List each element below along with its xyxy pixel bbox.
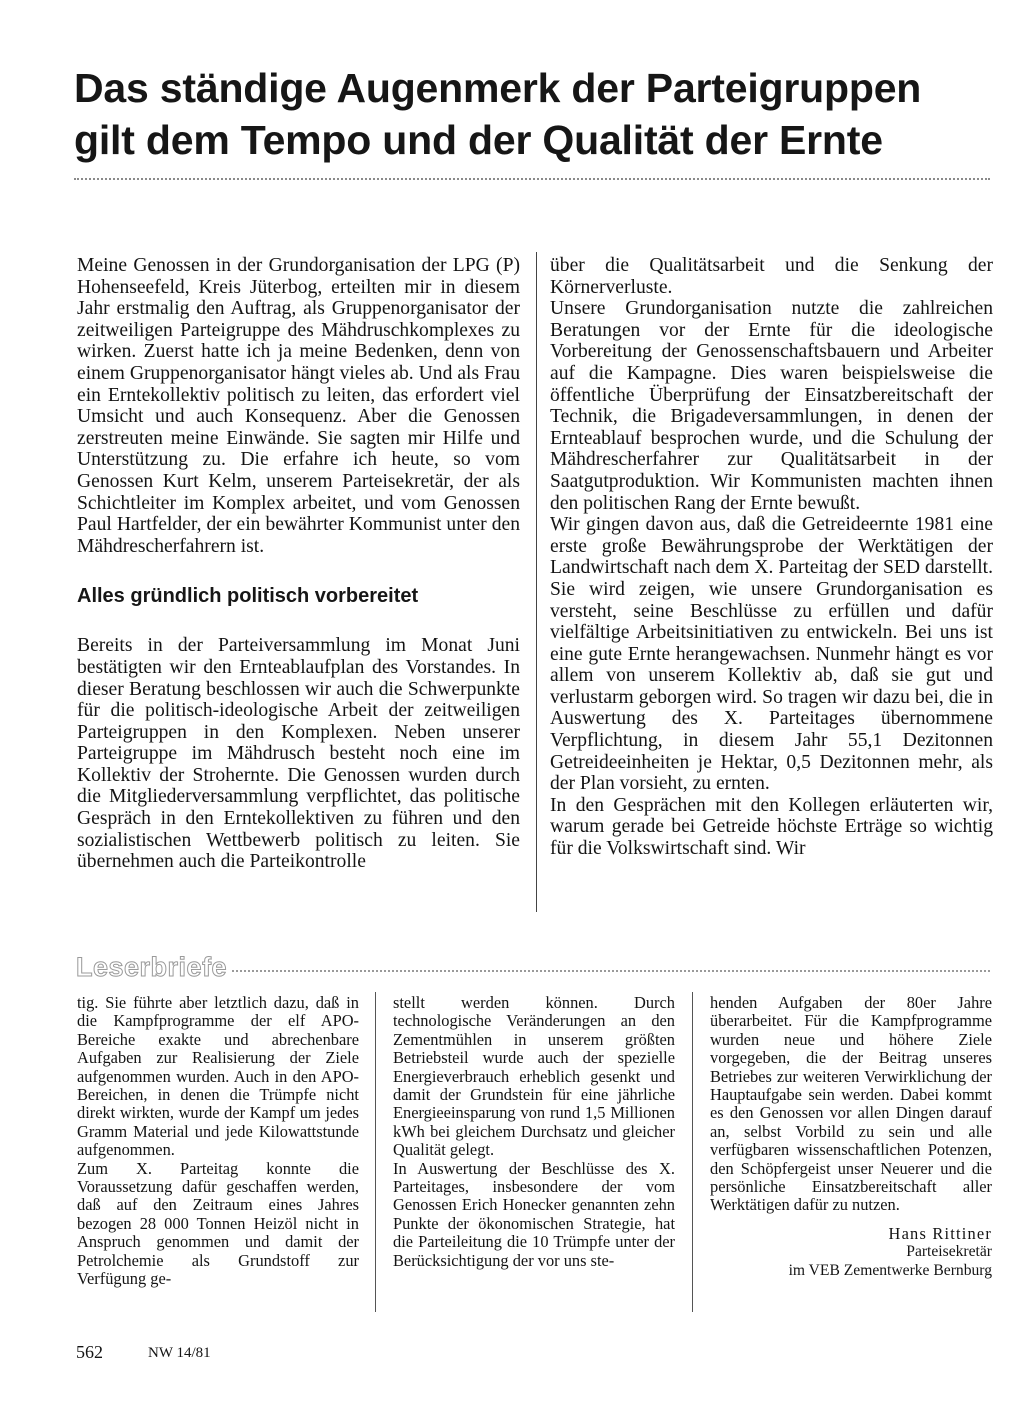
letter-column-1 <box>77 994 359 1289</box>
section-label-leserbriefe: Leserbriefe <box>76 952 228 982</box>
issue-label: NW 14/81 <box>148 1345 211 1361</box>
article-paragraph: Meine Genossen in der Grundorganisation der LPG (P) Hohenseefeld, Kreis Jüterbog, erteilten mir in diesem Jahr erstmalig den Auftrag, als Gruppenorganisator der zeitweiligen Parteigruppe des Mähdruschkomplexes zu wirken. Zuerst hatte ich ja meine Bedenken, denn von einem Gruppenorganisator hängt vieles ab. Und als Frau ein Erntekollektiv politisch zu leiten, das erfordert viel Umsicht und auch Konsequenz. Aber die Genossen zerstreuten meine Einwände. Sie sagten mir Hilfe und Unterstützung zu. Die erfahre ich heute, so vom Genossen Kurt Kelm, unserem Parteisekretär, der als Schichtleiter im Komplex arbeitet, und vom Genossen Paul Hartfelder, der ein bewährter Kommunist unter den Mähdrescherfahrern ist. <box>77 255 520 557</box>
signature-name: Hans Rittiner <box>888 1223 992 1243</box>
letter-column-divider <box>375 992 376 1312</box>
letter-paragraph: Zum X. Parteitag konnte die Voraussetzung dafür geschaffen werden, daß auf den Zeitraum eines Jahres bezogen 28 000 Tonnen Heizöl nicht in Anspruch genommen und damit der Petrolchemie als Grundstoff zur Verfügung ge- <box>77 1158 359 1289</box>
signature-role: Parteisekretär <box>906 1243 992 1261</box>
article-paragraph: In den Gesprächen mit den Kollegen erläuterten wir, warum gerade bei Getreide höchste Erträge so wichtig für die Volkswirtschaft sind. Wir <box>550 794 993 860</box>
column-divider <box>536 252 537 912</box>
letter-paragraph: tig. Sie führte aber letztlich dazu, daß in die Kampfprogramme der elf APO-Bereiche exakte und abrechenbare Aufgaben zur Realisierung der Ziele aufgenommen wurden. Auch in den APO-Bereichen, in denen die Trümpfe nicht direkt wirkten, wurde der Kampf um jedes Gramm Material und jede Kilowattstunde aufgenommen. <box>77 993 359 1160</box>
article-paragraph: über die Qualitätsarbeit und die Senkung der Körnerverluste. <box>550 255 993 298</box>
article-column-right <box>550 255 993 860</box>
headline <box>74 62 1004 166</box>
letter-column-3 <box>710 994 992 1280</box>
headline-divider <box>74 178 990 180</box>
article-paragraph: Wir gingen davon aus, daß die Getreideernte 1981 eine erste große Bewährungsprobe der Werktätigen der Landwirtschaft nach dem X. Parteitag der SED darstellt. Sie wird zeigen, wie unsere Grundorganisation es versteht, seine Beschlüsse zu erfüllen und dafür vielfältige Arbeitsinitiativen zu entwickeln. Bei uns ist eine gute Ernte herangewachsen. Nunmehr hängt es vor allem von unserem Kollektiv ab, daß sie gut und verlustarm geborgen wird. So tragen wir dazu bei, die in Auswertung des X. Parteitages übernommene Verpflichtung, in diesem Jahr 55,1 Dezitonnen Getreideeinheiten je Hektar, 0,5 Dezitonnen mehr, als der Plan vorsieht, zu ernten. <box>550 514 993 795</box>
letter-paragraph: stellt werden können. Durch technologische Veränderungen an den Zementmühlen in unserem größten Betriebsteil wurde auch der spezielle Energieverbrauch erheblich gesenkt und damit der Grundstein für eine jährliche Energieeinsparung von rund 1,5 Millionen kWh bei gleichem Durchsatz und gleicher Qualität gelegt. <box>393 993 675 1160</box>
article-paragraph: Unsere Grundorganisation nutzte die zahlreichen Beratungen vor der Ernte für die ideologische Vorbereitung der Genossenschaftsbauern und Arbeiter auf die Kampagne. Dies waren beispielsweise die öffentliche Überprüfung der Einsatzbereitschaft der Technik, die Brigadeversammlungen, in denen der Ernteablauf besprochen wurde, und die Schulung der Mähdrescherfahrer zur Qualitätsarbeit in der Saatgutproduktion. Wir Kommunisten machten ihnen den politischen Rang der Ernte bewußt. <box>550 298 993 514</box>
article-paragraph: Bereits in der Parteiversammlung im Monat Juni bestätigten wir den Ernteablaufplan des Vorstandes. In dieser Beratung beschlossen wir auch die Schwerpunkte für die politisch-ideologische Arbeit der zeitweiligen Parteigruppen in den Komplexen. Neben unserer Parteigruppe im Mähdrusch besteht noch eine im Kollektiv der Strohernte. Die Genossen wurden durch die Mitgliederversammlung verpflichtet, das politische Gespräch in den Erntekollektiven zu führen und den sozialistischen Wettbewerb politisch zu leiten. Sie übernehmen auch die Parteikontrolle <box>77 635 520 873</box>
headline-line-2: gilt dem Tempo und der Qualität der Ernte <box>74 117 883 163</box>
letter-column-divider <box>692 992 693 1312</box>
letter-column-2 <box>393 994 675 1270</box>
article-subheading: Alles gründlich politisch vorbereitet <box>77 585 419 608</box>
page-number: 562 <box>76 1342 103 1362</box>
letter-paragraph: In Auswertung der Beschlüsse des X. Parteitages, insbesondere der vom Genossen Erich Honecker genannten zehn Punkte der ökonomischen Strategie, hat die Parteileitung die 10 Trümpfe unter der Berücksichtigung der vor uns ste- <box>393 1158 675 1270</box>
signature-organization: im VEB Zementwerke Bernburg <box>788 1261 992 1279</box>
section-divider <box>232 970 990 972</box>
letter-paragraph: henden Aufgaben der 80er Jahre überarbeitet. Für die Kampfprogramme wurden neue und höhere Ziele vorgegeben, die der Beitrag unseres Betriebes zur weiteren Verwirklichung der Hauptaufgabe sein werden. Dabei kommt es den Genossen vor allen Dingen darauf an, selbst Vorbild zu sein und alle verfügbaren wissenschaftlichen Potenzen, den Schöpfergeist unser Neuerer und die persönliche Einsatzbereitschaft aller Werktätigen dafür zu nutzen. <box>710 993 992 1215</box>
article-column-left <box>77 255 520 873</box>
headline-line-1: Das ständige Augenmerk der Parteigruppen <box>74 65 922 111</box>
